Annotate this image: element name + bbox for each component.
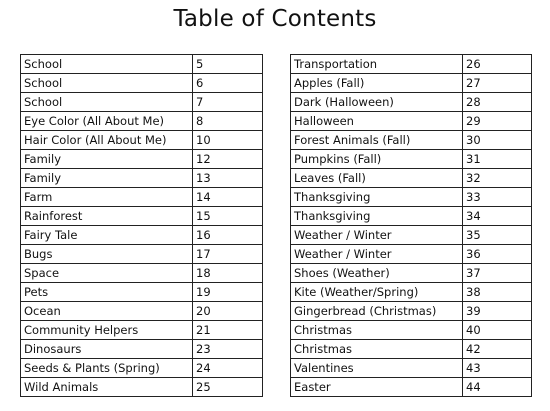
page-number-cell: 10 [193, 131, 263, 150]
page-number-cell: 6 [193, 74, 263, 93]
topic-cell: Thanksgiving [291, 188, 463, 207]
page-number-cell: 14 [193, 188, 263, 207]
page-number-cell: 33 [463, 188, 532, 207]
page-title: Table of Contents [173, 6, 377, 32]
table-row [21, 169, 263, 188]
table-row [291, 93, 532, 112]
page-number-cell: 38 [463, 283, 532, 302]
table-row [291, 169, 532, 188]
topic-cell: Pets [21, 283, 193, 302]
table-row [291, 131, 532, 150]
page-number-cell: 44 [463, 378, 532, 397]
topic-cell: Apples (Fall) [291, 74, 463, 93]
page-number-cell: 43 [463, 359, 532, 378]
topic-cell: School [21, 93, 193, 112]
table-row [291, 378, 532, 397]
page-number-cell: 21 [193, 321, 263, 340]
page-number-cell: 19 [193, 283, 263, 302]
topic-cell: Thanksgiving [291, 207, 463, 226]
page-number-cell: 32 [463, 169, 532, 188]
topic-cell: Dark (Halloween) [291, 93, 463, 112]
topic-cell: Dinosaurs [21, 340, 193, 359]
page-number-cell: 28 [463, 93, 532, 112]
page-number-cell: 36 [463, 245, 532, 264]
topic-cell: Community Helpers [21, 321, 193, 340]
page-number-cell: 39 [463, 302, 532, 321]
topic-cell: Forest Animals (Fall) [291, 131, 463, 150]
table-row [21, 207, 263, 226]
page-number-cell: 29 [463, 112, 532, 131]
topic-cell: Transportation [291, 55, 463, 74]
page-number-cell: 8 [193, 112, 263, 131]
table-row [291, 112, 532, 131]
topic-cell: Family [21, 169, 193, 188]
page-number-cell: 25 [193, 378, 263, 397]
topic-cell: Eye Color (All About Me) [21, 112, 193, 131]
page-number-cell: 40 [463, 321, 532, 340]
topic-cell: Ocean [21, 302, 193, 321]
topic-cell: School [21, 74, 193, 93]
table-row [291, 321, 532, 340]
page-number-cell: 34 [463, 207, 532, 226]
table-row [21, 283, 263, 302]
table-row [21, 321, 263, 340]
table-row [21, 93, 263, 112]
table-row [291, 359, 532, 378]
topic-cell: Leaves (Fall) [291, 169, 463, 188]
table-row [291, 150, 532, 169]
table-row [21, 131, 263, 150]
topic-cell: Kite (Weather/Spring) [291, 283, 463, 302]
toc-table-right [290, 54, 532, 397]
page-number-cell: 42 [463, 340, 532, 359]
page-number-cell: 24 [193, 359, 263, 378]
page-number-cell: 16 [193, 226, 263, 245]
table-row [21, 188, 263, 207]
page-number-cell: 18 [193, 264, 263, 283]
topic-cell: Farm [21, 188, 193, 207]
table-row [291, 188, 532, 207]
page-number-cell: 26 [463, 55, 532, 74]
toc-table-left [20, 54, 263, 397]
table-row [291, 340, 532, 359]
table-row [21, 74, 263, 93]
page-number-cell: 23 [193, 340, 263, 359]
table-row [21, 112, 263, 131]
topic-cell: Shoes (Weather) [291, 264, 463, 283]
table-row [21, 264, 263, 283]
table-row [21, 340, 263, 359]
page-number-cell: 17 [193, 245, 263, 264]
table-row [291, 55, 532, 74]
table-row [21, 226, 263, 245]
topic-cell: Space [21, 264, 193, 283]
topic-cell: Bugs [21, 245, 193, 264]
topic-cell: School [21, 55, 193, 74]
page-number-cell: 35 [463, 226, 532, 245]
topic-cell: Weather / Winter [291, 226, 463, 245]
table-row [21, 302, 263, 321]
topic-cell: Wild Animals [21, 378, 193, 397]
page-number-cell: 5 [193, 55, 263, 74]
page-number-cell: 30 [463, 131, 532, 150]
table-row [21, 359, 263, 378]
table-row [291, 207, 532, 226]
topic-cell: Christmas [291, 321, 463, 340]
table-row [21, 150, 263, 169]
topic-cell: Fairy Tale [21, 226, 193, 245]
topic-cell: Seeds & Plants (Spring) [21, 359, 193, 378]
table-row [291, 245, 532, 264]
table-row [21, 378, 263, 397]
page-number-cell: 7 [193, 93, 263, 112]
page-number-cell: 27 [463, 74, 532, 93]
page-number-cell: 31 [463, 150, 532, 169]
page-number-cell: 37 [463, 264, 532, 283]
page-number-cell: 13 [193, 169, 263, 188]
topic-cell: Hair Color (All About Me) [21, 131, 193, 150]
table-row [291, 74, 532, 93]
table-row [291, 302, 532, 321]
topic-cell: Weather / Winter [291, 245, 463, 264]
topic-cell: Halloween [291, 112, 463, 131]
topic-cell: Pumpkins (Fall) [291, 150, 463, 169]
table-row [291, 264, 532, 283]
topic-cell: Gingerbread (Christmas) [291, 302, 463, 321]
page-number-cell: 12 [193, 150, 263, 169]
topic-cell: Rainforest [21, 207, 193, 226]
topic-cell: Valentines [291, 359, 463, 378]
topic-cell: Easter [291, 378, 463, 397]
page-number-cell: 20 [193, 302, 263, 321]
topic-cell: Christmas [291, 340, 463, 359]
topic-cell: Family [21, 150, 193, 169]
page-number-cell: 15 [193, 207, 263, 226]
table-row [21, 245, 263, 264]
table-row [291, 226, 532, 245]
table-row [291, 283, 532, 302]
table-row [21, 55, 263, 74]
